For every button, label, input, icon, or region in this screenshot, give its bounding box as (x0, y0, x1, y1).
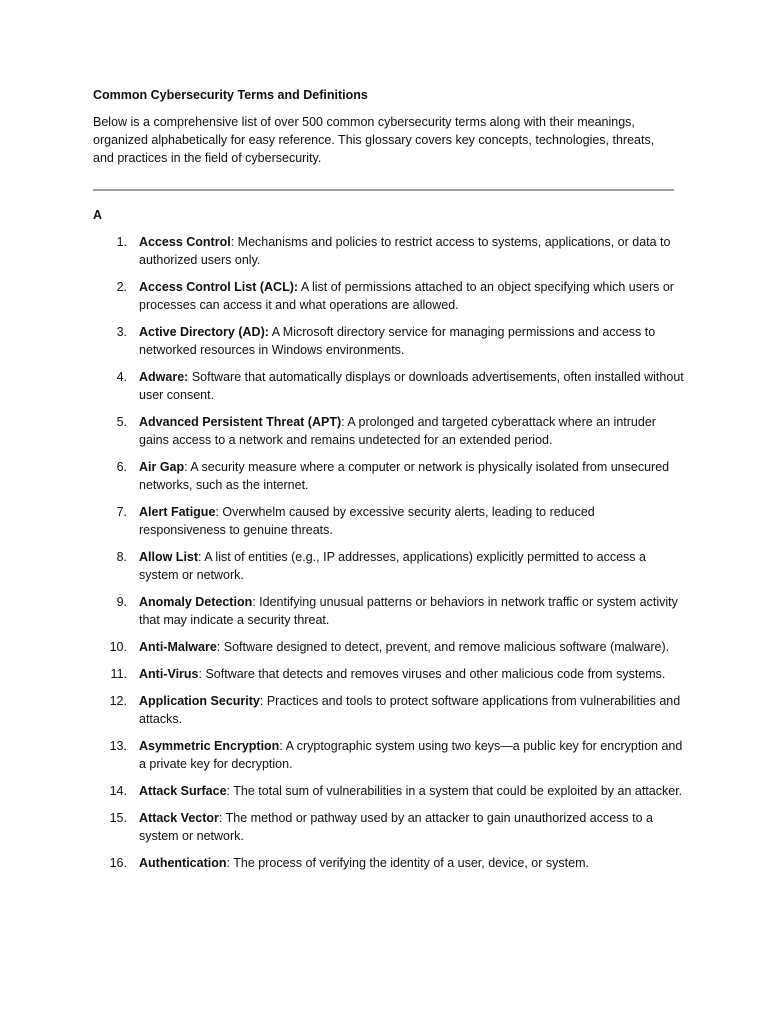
term-name: Alert Fatigue (139, 505, 216, 519)
term-separator: : (230, 235, 238, 249)
term-definition: Identifying unusual patterns or behaviors in network traffic or system activity that may indicate a security threat. (139, 595, 678, 627)
term-number: 11. (110, 667, 127, 681)
term-definition: A prolonged and targeted cyberattack where an intruder gains access to a network and remains undetected for an extended period. (139, 415, 656, 447)
term-separator: : (252, 595, 260, 609)
term-item (93, 854, 684, 872)
term-definition: Software that detects and removes viruses and other malicious code from systems. (205, 667, 666, 681)
term-name: Adware: (139, 370, 189, 384)
term-item (93, 782, 684, 800)
term-item (93, 413, 684, 449)
term-number: 6. (116, 460, 127, 474)
term-number: 1. (116, 235, 127, 249)
section-heading-a: A (93, 208, 103, 222)
term-name: Attack Vector (139, 811, 219, 825)
term-name: Access Control List (ACL): (139, 280, 299, 294)
term-number: 3. (116, 325, 127, 339)
term-number: 16. (109, 856, 127, 870)
term-definition: Software that automatically displays or downloads advertisements, often installed without user consent. (139, 370, 684, 402)
term-item (93, 548, 684, 584)
term-name: Anti-Malware (139, 640, 217, 654)
term-number: 10. (109, 640, 127, 654)
term-name: Asymmetric Encryption (139, 739, 280, 753)
term-item (93, 593, 684, 629)
term-separator: : (198, 550, 205, 564)
term-separator: : (198, 667, 206, 681)
term-item (93, 233, 684, 269)
term-name: Air Gap (139, 460, 185, 474)
term-name: Attack Surface (139, 784, 227, 798)
term-name: Allow List (139, 550, 199, 564)
term-number: 9. (116, 595, 127, 609)
term-definition: A list of entities (e.g., IP addresses, applications) explicitly permitted to access a system or network. (139, 550, 646, 582)
term-definition: A list of permissions attached to an object specifying which users or processes can access it and what operations are allowed. (139, 280, 674, 312)
term-separator: : (341, 415, 348, 429)
term-separator: : (215, 505, 223, 519)
intro-paragraph: Below is a comprehensive list of over 500 common cybersecurity terms along with their meanings, organized alphabetically for easy reference. This glossary covers key concepts, technologies, threats, and practices in the field of cybersecurity. (93, 115, 655, 165)
term-number: 2. (116, 280, 127, 294)
term-definition: Overwhelm caused by excessive security alerts, leading to reduced responsiveness to genuine threats. (139, 505, 595, 537)
term-separator: : (279, 739, 286, 753)
term-item (93, 638, 684, 656)
term-name: Application Security (139, 694, 260, 708)
term-item (93, 665, 684, 683)
term-item (93, 809, 684, 845)
term-number: 4. (116, 370, 127, 384)
term-separator: : (259, 694, 267, 708)
term-separator: : (218, 811, 226, 825)
term-name: Authentication (139, 856, 227, 870)
term-item (93, 278, 684, 314)
term-number: 8. (116, 550, 127, 564)
horizontal-divider (93, 189, 674, 191)
term-number: 12. (109, 694, 127, 708)
term-name: Anti-Virus (139, 667, 199, 681)
term-item (93, 323, 684, 359)
term-definition: Software designed to detect, prevent, and remove malicious software (malware). (223, 640, 670, 654)
term-definition: A security measure where a computer or network is physically isolated from unsecured networks, such as the internet. (139, 460, 670, 492)
term-separator: : (216, 640, 224, 654)
term-item (93, 692, 684, 728)
term-item (93, 503, 684, 539)
document-title: Common Cybersecurity Terms and Definitions (93, 88, 368, 102)
term-number: 13. (109, 739, 127, 753)
term-definition: The process of verifying the identity of a user, device, or system. (233, 856, 589, 870)
term-number: 15. (109, 811, 127, 825)
term-list (93, 233, 684, 872)
term-definition: Practices and tools to protect software applications from vulnerabilities and attacks. (139, 694, 681, 726)
term-number: 14. (109, 784, 127, 798)
term-separator: : (184, 460, 191, 474)
term-separator: : (226, 856, 234, 870)
term-number: 5. (116, 415, 127, 429)
term-definition: The total sum of vulnerabilities in a system that could be exploited by an attacker. (233, 784, 683, 798)
term-name: Access Control (139, 235, 231, 249)
term-item (93, 458, 684, 494)
term-name: Active Directory (AD): (139, 325, 269, 339)
term-name: Anomaly Detection (139, 595, 253, 609)
term-name: Advanced Persistent Threat (APT) (139, 415, 342, 429)
term-definition: The method or pathway used by an attacker to gain unauthorized access to a system or network. (139, 811, 653, 843)
term-item (93, 737, 684, 773)
term-separator: : (226, 784, 234, 798)
term-item (93, 368, 684, 404)
term-number: 7. (116, 505, 127, 519)
term-definition: A cryptographic system using two keys—a public key for encryption and a private key for decryption. (139, 739, 683, 771)
term-definition: Mechanisms and policies to restrict access to systems, applications, or data to authorized users only. (139, 235, 671, 267)
term-definition: A Microsoft directory service for managing permissions and access to networked resources in Windows environments. (139, 325, 656, 357)
